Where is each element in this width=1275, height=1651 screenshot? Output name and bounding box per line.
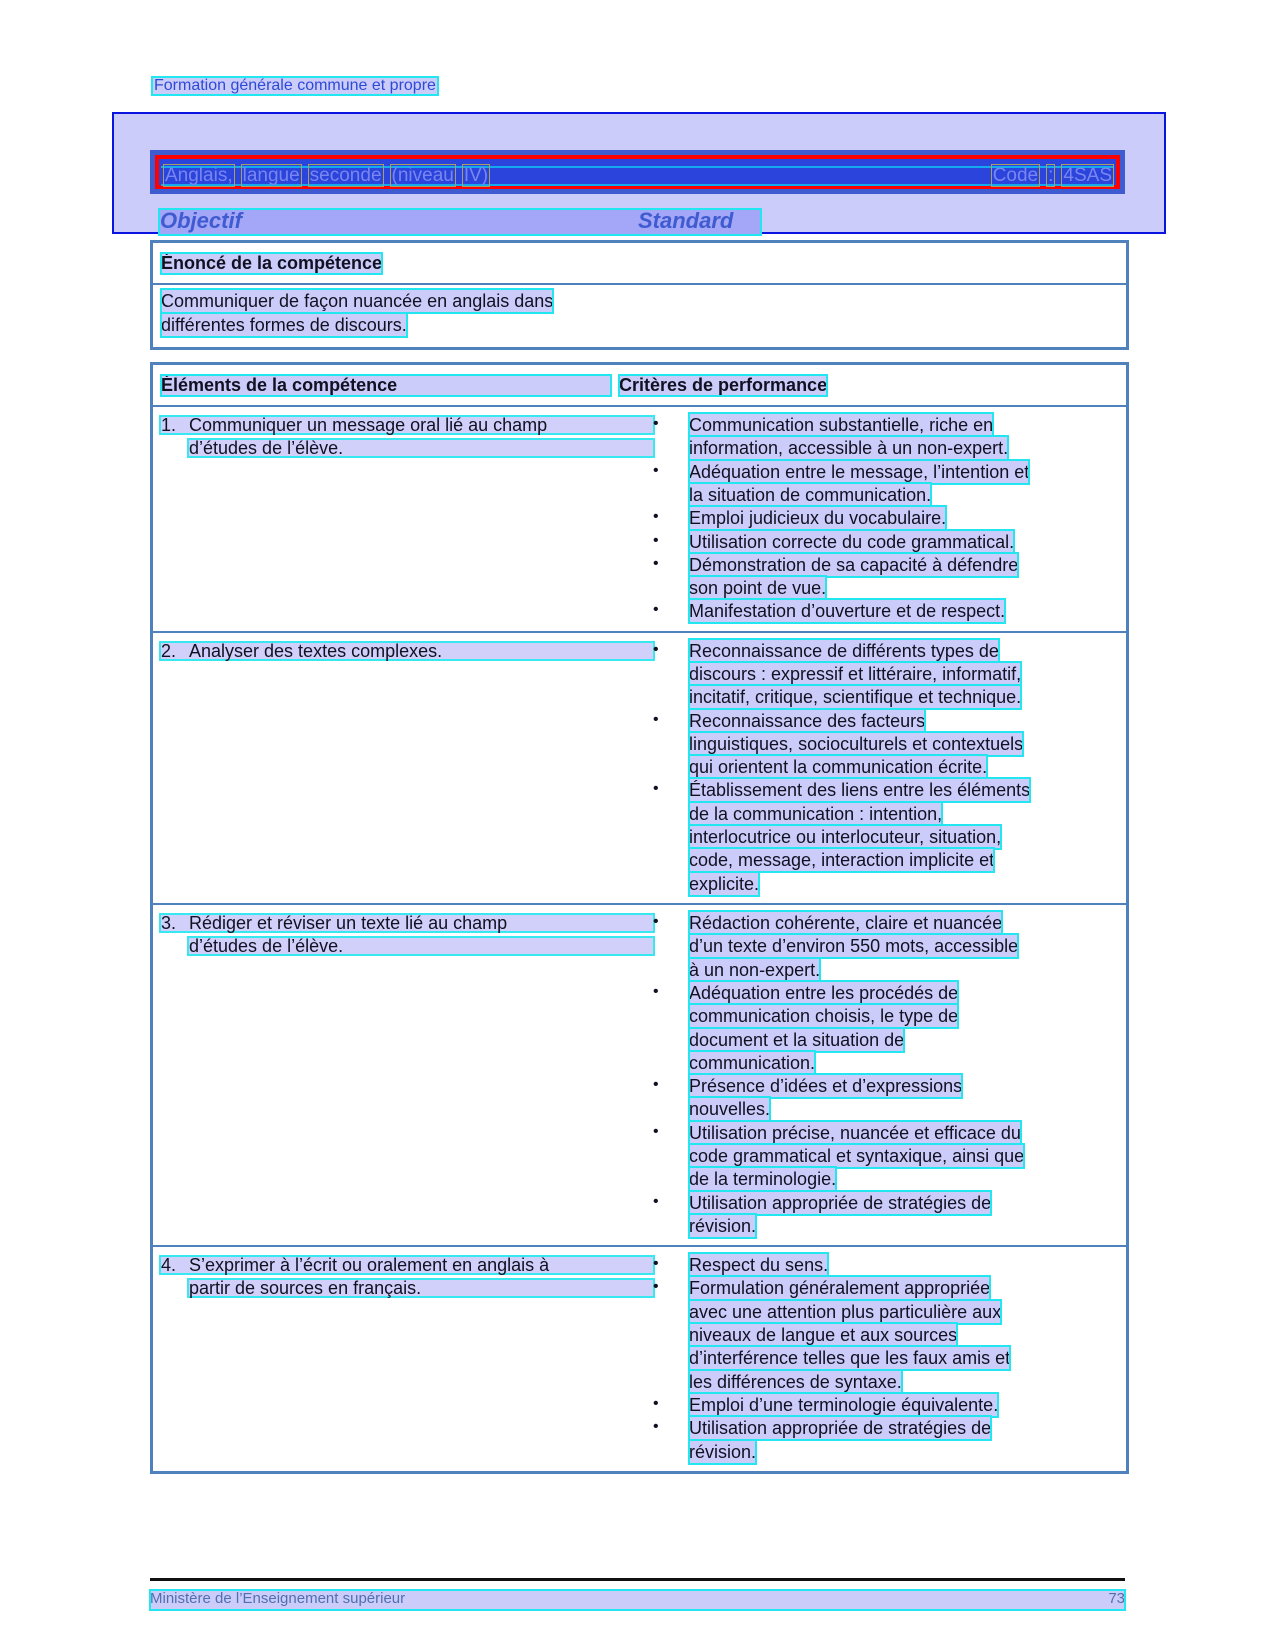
criterion-line: Formulation généralement appropriée xyxy=(689,1278,991,1299)
criterion-line: à un non-expert. xyxy=(689,959,821,980)
bullet-icon: • xyxy=(653,913,659,930)
title-word: Anglais, xyxy=(165,165,233,186)
bullet-icon: • xyxy=(653,780,659,798)
criterion-line: Emploi judicieux du vocabulaire. xyxy=(689,508,947,529)
enonce-line: différentes formes de discours. xyxy=(161,315,407,335)
element-text-line: S’exprimer à l’écrit ou oralement en anglais à xyxy=(189,1255,550,1276)
footer-rule xyxy=(150,1578,1125,1581)
enonce-heading: Énoncé de la compétence xyxy=(161,253,383,273)
element-text-line: partir de sources en français. xyxy=(189,1278,422,1299)
bullet-icon: • xyxy=(653,1418,659,1436)
criterion-line: linguistiques, socioculturels et contextuels xyxy=(689,733,1024,754)
title-word: IV) xyxy=(463,165,489,186)
bullet-icon: • xyxy=(653,640,659,658)
element-row xyxy=(153,633,1126,905)
footer-ministry: Ministère de l’Enseignement supérieur xyxy=(150,1590,406,1607)
criterion-line: d’interférence telles que les faux amis et xyxy=(689,1348,1011,1369)
criterion-line: son point de vue. xyxy=(689,578,827,599)
element-text-line: Communiquer un message oral lié au champ xyxy=(189,415,548,435)
element-number: 3. xyxy=(161,913,177,933)
bullet-icon: • xyxy=(653,1192,659,1210)
bullet-icon: • xyxy=(653,1076,659,1094)
title-word: seconde xyxy=(309,165,382,186)
code-value: 4SAS xyxy=(1063,165,1112,186)
criterion-line: Respect du sens. xyxy=(689,1255,829,1276)
bullet-icon: • xyxy=(653,982,659,1000)
course-title xyxy=(161,165,496,187)
bullet-icon: • xyxy=(653,508,659,526)
criterion-line: avec une attention plus particulière aux xyxy=(689,1301,1002,1322)
criterion-line: Utilisation précise, nuancée et efficace du xyxy=(689,1122,1021,1143)
bullet-icon: • xyxy=(653,415,659,432)
criterion-line: Adéquation entre les procédés de xyxy=(689,982,959,1003)
criterion-line: Démonstration de sa capacité à défendre xyxy=(689,554,1019,575)
objectif-standard-row xyxy=(160,210,760,234)
bullet-icon: • xyxy=(653,710,659,728)
criterion-line: de la communication : intention, xyxy=(689,803,943,824)
code-colon: : xyxy=(1048,165,1054,186)
title-bar xyxy=(150,150,1125,194)
col-elements-heading: Éléments de la compétence xyxy=(161,375,611,396)
criterion-line: révision. xyxy=(689,1215,757,1236)
objectif-label: Objectif xyxy=(160,208,242,233)
criterion-line: Rédaction cohérente, claire et nuancée xyxy=(689,913,1003,933)
bullet-icon: • xyxy=(653,1122,659,1140)
title-word: langue xyxy=(242,165,300,186)
element-row xyxy=(153,407,1126,633)
criterion-line: information, accessible à un non-expert. xyxy=(689,438,1009,459)
bullet-icon: • xyxy=(653,1278,659,1296)
criterion-line: Communication substantielle, riche en xyxy=(689,415,994,435)
criterion-line: document et la situation de xyxy=(689,1029,905,1050)
criterion-line: code, message, interaction implicite et xyxy=(689,850,995,871)
criterion-line: communication. xyxy=(689,1052,816,1073)
bullet-icon: • xyxy=(653,601,659,619)
criterion-line: Présence d’idées et d’expressions xyxy=(689,1076,963,1097)
enonce-line: Communiquer de façon nuancée en anglais dans xyxy=(161,291,554,311)
element-number: 1. xyxy=(161,415,177,435)
criterion-line: de la terminologie. xyxy=(689,1169,837,1190)
code-label: Code xyxy=(992,165,1039,186)
criterion-line: Emploi d’une terminologie équivalente. xyxy=(689,1394,999,1415)
criterion-line: discours : expressif et littéraire, informatif, xyxy=(689,663,1022,684)
bullet-icon: • xyxy=(653,1255,659,1273)
bullet-icon: • xyxy=(653,1394,659,1412)
element-text-line: d’études de l’élève. xyxy=(189,438,344,459)
criterion-line: Établissement des liens entre les éléments xyxy=(689,780,1031,801)
criterion-line: Utilisation correcte du code grammatical. xyxy=(689,531,1015,552)
criterion-line: d’un texte d’environ 550 mots, accessible xyxy=(689,936,1019,957)
course-code xyxy=(991,165,1114,187)
criterion-line: Utilisation appropriée de stratégies de xyxy=(689,1192,992,1213)
elements-table xyxy=(150,362,1129,1474)
element-text-line: d’études de l’élève. xyxy=(189,936,344,957)
element-number: 4. xyxy=(161,1255,177,1276)
title-word: (niveau xyxy=(391,165,454,186)
col-criteria-heading: Critères de performance xyxy=(619,375,828,395)
enonce-box xyxy=(150,240,1129,350)
criterion-line: explicite. xyxy=(689,873,760,894)
criterion-line: code grammatical et syntaxique, ainsi que xyxy=(689,1146,1025,1166)
criterion-line: niveaux de langue et aux sources xyxy=(689,1325,958,1346)
element-text-line: Rédiger et réviser un texte lié au champ xyxy=(189,913,508,933)
criterion-line: nouvelles. xyxy=(689,1099,771,1120)
running-header: Formation générale commune et propre xyxy=(154,77,436,94)
bullet-icon: • xyxy=(653,554,659,572)
bullet-icon: • xyxy=(653,531,659,549)
elements-header xyxy=(153,365,1126,407)
footer xyxy=(150,1590,1125,1610)
criterion-line: qui orientent la communication écrite. xyxy=(689,757,988,778)
criterion-line: les différences de syntaxe. xyxy=(689,1371,902,1392)
bullet-icon: • xyxy=(653,461,659,479)
criterion-line: révision. xyxy=(689,1441,757,1462)
page-number: 73 xyxy=(1108,1590,1125,1607)
element-row xyxy=(153,1247,1126,1471)
criterion-line: Utilisation appropriée de stratégies de xyxy=(689,1418,992,1439)
criterion-line: Manifestation d’ouverture et de respect. xyxy=(689,601,1006,622)
element-row xyxy=(153,905,1126,1247)
criterion-line: Reconnaissance de différents types de xyxy=(689,640,999,661)
criterion-line: interlocutrice ou interlocuteur, situation, xyxy=(689,827,1002,848)
criterion-line: communication choisis, le type de xyxy=(689,1006,959,1027)
element-number: 2. xyxy=(161,640,177,661)
standard-label: Standard xyxy=(638,208,734,233)
element-text-line: Analyser des textes complexes. xyxy=(189,640,443,661)
criterion-line: incitatif, critique, scientifique et technique. xyxy=(689,687,1022,708)
criterion-line: Adéquation entre le message, l’intention et xyxy=(689,461,1030,482)
criterion-line: Reconnaissance des facteurs xyxy=(689,710,926,731)
criterion-line: la situation de communication. xyxy=(689,484,932,505)
